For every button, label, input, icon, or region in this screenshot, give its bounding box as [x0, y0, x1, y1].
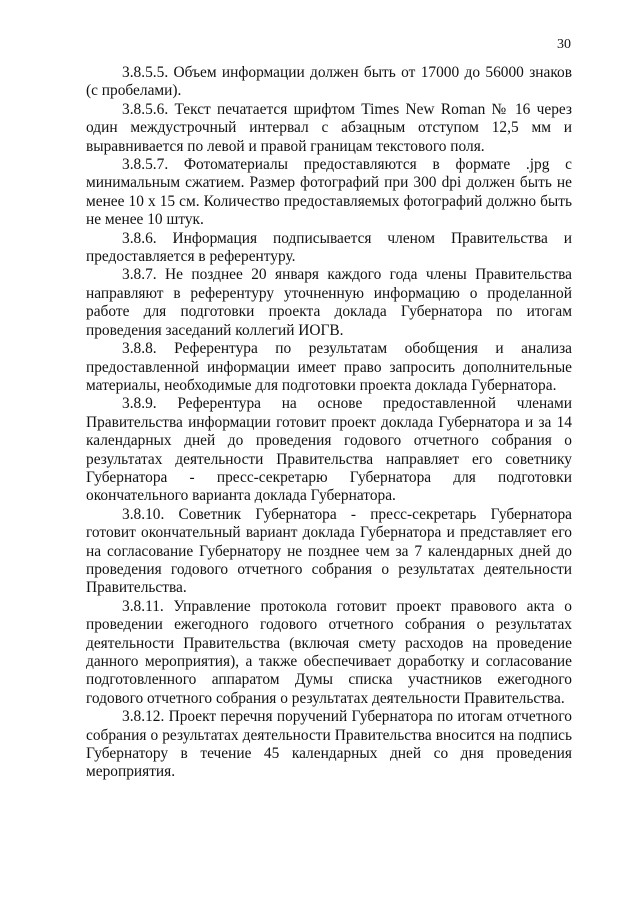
paragraph-3-8-9: 3.8.9. Референтура на основе предоставленной членами Правительства информации готовит проект доклада Губернатора и за 14 календарных дней до проведения годового отчетного собрания о результатах деятельности Правительства направляет его советнику Губернатора - пресс-секретарю Губернатора для подготовки окончательного варианта доклада Губернатора.	[86, 395, 572, 505]
paragraph-3-8-6: 3.8.6. Информация подписывается членом Правительства и предоставляется в референтуру.	[86, 229, 572, 266]
paragraph-3-8-5-6: 3.8.5.6. Текст печатается шрифтом Times New Roman № 16 через один междустрочный интервал с абзацным отступом 12,5 мм и выравнивается по левой и правой границам текстового поля.	[86, 100, 572, 155]
page-number: 30	[557, 37, 571, 52]
paragraph-3-8-5-7: 3.8.5.7. Фотоматериалы предоставляются в формате .jpg с минимальным сжатием. Размер фотографий при 300 dpi должен быть не менее 10 х 15 см. Количество предоставляемых фотографий должно быть не менее 10 штук.	[86, 156, 572, 229]
paragraph-3-8-8: 3.8.8. Референтура по результатам обобщения и анализа предоставленной информации имеет право запросить дополнительные материалы, необходимые для подготовки проекта доклада Губернатора.	[86, 340, 572, 394]
document-body	[86, 64, 572, 782]
paragraph-3-8-12: 3.8.12. Проект перечня поручений Губернатора по итогам отчетного собрания о результатах деятельности Правительства вносится на подпись Губернатору в течение 45 календарных дней со дня проведения мероприятия.	[86, 708, 572, 781]
paragraph-3-8-5-5: 3.8.5.5. Объем информации должен быть от 17000 до 56000 знаков (с пробелами).	[86, 64, 572, 100]
paragraph-3-8-7: 3.8.7. Не позднее 20 января каждого года члены Правительства направляют в референтуру уточненную информацию о проделанной работе для подготовки проекта доклада Губернатора по итогам проведения заседаний коллегий ИОГВ.	[86, 266, 572, 339]
paragraph-3-8-10: 3.8.10. Советник Губернатора - пресс-секретарь Губернатора готовит окончательный вариант доклада Губернатора и представляет его на согласование Губернатору не позднее чем за 7 календарных дней до проведения годового отчетного собрания о результатах деятельности Правительства.	[86, 505, 572, 597]
paragraph-3-8-11: 3.8.11. Управление протокола готовит проект правового акта о проведении ежегодного годового отчетного собрания о результатах деятельности Правительства (включая смету расходов на проведение данного мероприятия), а также обеспечивает доработку и согласование подготовленного аппаратом Думы списка участников ежегодного годового отчетного собрания о результатах деятельности Правительства.	[86, 597, 572, 707]
